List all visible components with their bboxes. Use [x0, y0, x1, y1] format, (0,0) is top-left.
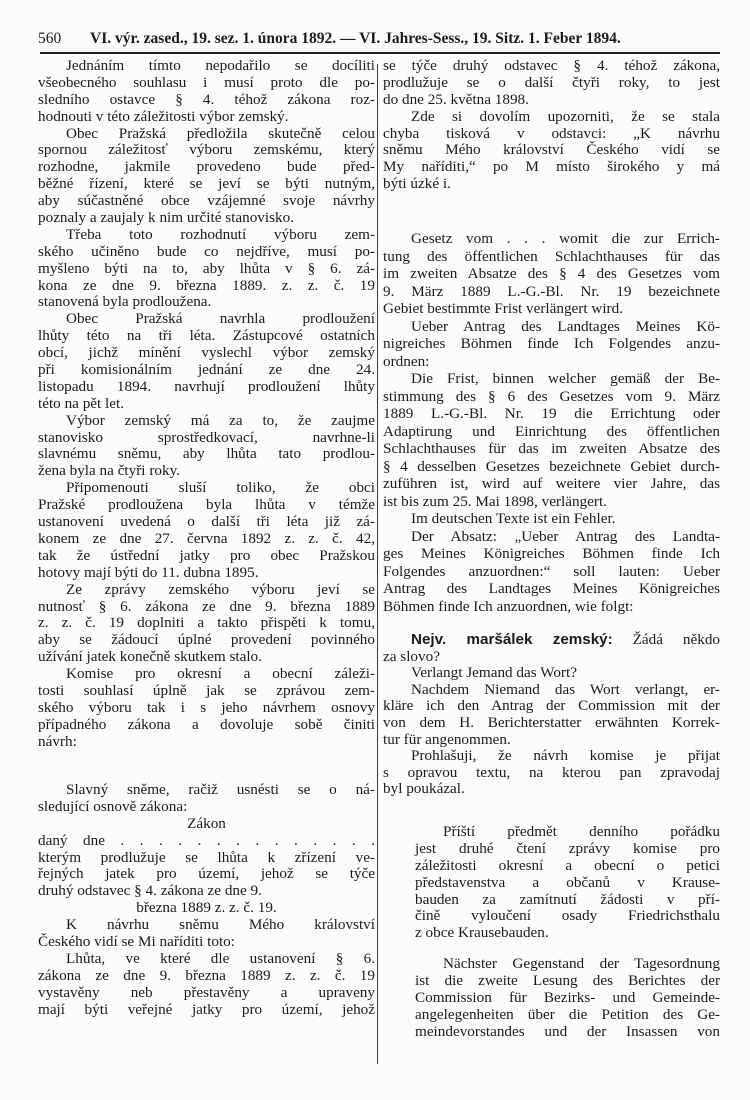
- text-line: prodlužuje se o další čtyři roky, to jest: [383, 73, 720, 91]
- text-line: von dem H. Berichterstatter erwähnten Korrek-: [383, 713, 720, 731]
- paragraph: [38, 666, 375, 750]
- text-line: Komise pro okresní a obecní záleži-: [66, 665, 375, 683]
- text-line: kona ze dne 9. března 1889. z. z. č. 19: [38, 276, 375, 294]
- page-number: 560: [38, 30, 62, 47]
- text-line: hodnouti v této záležitosti výbor zemský.: [38, 107, 289, 125]
- text-line: Antrag des Landtages Meines Königreiches: [383, 580, 720, 597]
- text-line: do dne 25. května 1898.: [383, 90, 529, 108]
- text-line: byl poukázal.: [383, 780, 465, 798]
- text-line: Českého vidí se Mi naříditi toto:: [38, 933, 235, 951]
- text-line: konem ze dne 27. června 1892 z. z. č. 42,: [38, 529, 375, 547]
- text-line: K návrhu sněmu Mého království: [66, 916, 375, 934]
- text-line: chyba tisková v odstavci: „K návrhu: [383, 124, 720, 142]
- text-line: hotovy mají býti do 11. dubna 1895.: [38, 563, 259, 581]
- text-line: Výbor zemský má za to, že zaujme: [66, 411, 375, 429]
- text-line: Prohlašuji, že návrh komise je přijat: [411, 747, 720, 765]
- paragraph: [38, 582, 375, 666]
- text-line: kläre ich den Antrag der Commission mit der: [383, 697, 720, 715]
- text-line: vystavěny neb přestavěny a upraveny: [38, 983, 375, 1001]
- text-line: zuführen ist, wird auf weitere vier Jahre, das: [383, 475, 720, 492]
- text-line: sledující osnově zákona:: [38, 797, 188, 815]
- text-line: Připomenouti sluší toliko, že obci: [66, 479, 375, 497]
- text-line: Commission für Bezirks- und Gemeinde-: [415, 988, 720, 1006]
- text-line: ordnen:: [383, 352, 430, 370]
- paragraph: [38, 951, 375, 1019]
- text-line: žena byla na čtyři roky.: [38, 462, 180, 480]
- text-line: Příští předmět denního pořádku: [443, 823, 720, 840]
- text-line: poznaly a zaujaly k nim určité stanovisko.: [38, 209, 295, 227]
- text-line: im zweiten Absatze des § 4 des Gesetzes vom: [383, 265, 720, 282]
- paragraph: [38, 816, 375, 833]
- text-line: Gesetz vom . . . womit die zur Errich-: [411, 230, 720, 247]
- text-line: § 4 desselben Gesetzes bezeichnete Gebiet durch-: [383, 457, 720, 475]
- right-column-german-text: [383, 230, 720, 615]
- text-line: řejných jatek pro území, jehož se týče: [38, 865, 375, 883]
- paragraph: [383, 682, 720, 748]
- text-line: tak že ústřední jatky pro obec Pražskou: [38, 546, 375, 564]
- text-line: čině vyloučení osady Friedrichsthalu: [415, 907, 720, 925]
- header-rule: [40, 52, 720, 54]
- text-line: býti úzké i.: [383, 175, 451, 193]
- text-line: Jednáním tímto nepodařilo se docíliti: [66, 57, 375, 74]
- text-line: kterým prodlužuje se lhůta k zřízení ve-: [38, 848, 375, 866]
- text-line: My naříditi,“ po M místo širokého y má: [383, 158, 720, 176]
- text-line: slavnému sněmu, aby lhůta tato prodlou-: [38, 445, 375, 463]
- paragraph: [383, 665, 720, 682]
- text-line: ist die zweite Lesung des Berichtes der: [415, 971, 720, 989]
- text-line: nutnosť § 6. zákona ze dne 9. března 1889: [38, 597, 375, 615]
- text-line: Slavný sněme, račiž usnésti se o ná-: [66, 781, 375, 798]
- text-line: Nächster Gegenstand der Tagesordnung: [443, 955, 720, 972]
- text-line: Obec Pražská předložila skutečně celou: [66, 124, 375, 142]
- text-line: ges Meines Königreiches Böhmen finde Ich: [383, 545, 720, 562]
- text-line: Folgendes anzuordnen:“ soll lauten: Ueber: [383, 562, 720, 580]
- speaker-line: [383, 632, 720, 649]
- text-line: Ueber Antrag des Landtages Meines Kö-: [411, 317, 720, 335]
- right-column-agenda-item-german: [415, 956, 720, 1040]
- text-line: stanovená byla prodloužena.: [38, 293, 212, 311]
- text-line: spornou záležitosť výboru zemskému, který: [38, 141, 375, 159]
- text-line: z obce Krausebauden.: [415, 924, 549, 942]
- running-header: [38, 30, 722, 50]
- left-column-report: [38, 58, 375, 751]
- text-line: Adaptirung und Einrichtung des öffentlichen: [383, 422, 720, 440]
- header-title: VI. výr. zased., 19. sez. 1. února 1892. — VI. Jahres-Sess., 19. Sitz. 1. Feber 1894.: [90, 30, 621, 47]
- text-line: ského výboru tak i s jeho návrhem osnovy: [38, 698, 375, 716]
- left-column-bill: [38, 782, 375, 1018]
- right-column-correction: [383, 58, 720, 193]
- text-line: z. z. č. 19 doplniti a takto přispěti k tomu,: [38, 614, 375, 632]
- speaker-name: Nejv. maršálek zemský:: [411, 631, 613, 648]
- text-line: druhý odstavec § 4. zákona ze dne 9.: [38, 882, 262, 900]
- paragraph: [383, 649, 720, 666]
- text-line: března 1889 z. z. č. 19.: [136, 899, 277, 917]
- text-line: myšleno býti na to, aby lhůta v § 6. zá-: [38, 259, 375, 277]
- text-line: jest druhé čtení zprávy komise pro: [415, 839, 720, 857]
- speaker-text: Žádá někdo: [632, 631, 721, 648]
- text-line: lhůty této na tři léta. Zástupcové ostatních: [38, 327, 375, 345]
- paragraph: [383, 318, 720, 371]
- text-line: případného zákona a dovoluje sobě činiti: [38, 715, 375, 733]
- text-line: obcí, jichž mínění vyslechl výbor zemský: [38, 344, 375, 362]
- text-line: tung des öffentlichen Schlachthauses für das: [383, 247, 720, 265]
- text-line: Schlachthauses für das im zweiten Absatze des: [383, 440, 720, 457]
- text-line: ského učiněno bude co nejdříve, musí po-: [38, 242, 375, 260]
- text-line: Zde si dovolím upozorniti, že se stala: [411, 107, 720, 125]
- text-line: Třeba toto rozhodnutí výboru zem-: [66, 225, 375, 243]
- text-line: sledního ostavce § 4. téhož zákona roz-: [38, 90, 375, 108]
- text-line: nigreiches Böhmen finde Ich Folgendes anzu-: [383, 335, 720, 352]
- paragraph: [38, 413, 375, 481]
- paragraph: [38, 58, 375, 126]
- paragraph: [38, 480, 375, 581]
- text-line: meindevorstandes und der Insassen von: [415, 1022, 720, 1040]
- text-line: ist bis zum 25. Mai 1898, verlängert.: [383, 492, 607, 510]
- text-line: návrh:: [38, 732, 77, 750]
- text-line: této na pět let.: [38, 394, 125, 412]
- paragraph: [38, 782, 375, 816]
- text-line: Im deutschen Texte ist ein Fehler.: [411, 510, 616, 527]
- text-line: Nachdem Niemand das Wort verlangt, er-: [411, 680, 720, 698]
- text-line: stimmung des § 6 des Gesetzes vom 9. März: [383, 387, 720, 405]
- text-line: všeobecného souhlasu i musí proto dle po-: [38, 73, 375, 91]
- text-line: Gebiet bestimmte Frist verlängert wird.: [383, 300, 623, 317]
- text-line: sněmu Mého království Českého vidí se: [383, 141, 720, 159]
- text-line: běžné řízení, které se jeví se býti nutným,: [38, 175, 375, 193]
- text-line: Pražské prodloužena byla lhůta v témže: [38, 496, 375, 514]
- column-divider: [377, 64, 378, 1064]
- paragraph: [38, 126, 375, 227]
- text-line: daný dne . . . . . . . . . . . . . .: [38, 831, 375, 849]
- paragraph: [383, 58, 720, 109]
- text-line: Ze zprávy zemského výboru jeví se: [66, 580, 375, 598]
- text-line: bauden za zamítnutí žádosti v pří-: [415, 890, 720, 908]
- paragraph: [383, 748, 720, 798]
- paragraph: [415, 824, 720, 942]
- text-line: Der Absatz: „Ueber Antrag des Landta-: [411, 527, 720, 545]
- paragraph: [38, 917, 375, 951]
- paragraph: [383, 370, 720, 510]
- paragraph: [38, 833, 375, 901]
- text-line: 9. März 1889 L.-G.-Bl. Nr. 19 bezeichnete: [383, 282, 720, 300]
- paragraph: [415, 956, 720, 1040]
- paragraph: [38, 311, 375, 412]
- text-line: tosti souhlasí úplně jak se zprávou zem-: [38, 681, 375, 699]
- text-line: Zákon: [187, 814, 226, 832]
- right-column-speech: [383, 632, 720, 798]
- paragraph: [38, 227, 375, 311]
- text-line: tur für angenommen.: [383, 730, 511, 748]
- text-line: užívání jatek konečně skutkem stalo.: [38, 648, 262, 666]
- text-line: Obec Pražská navrhla prodloužení: [66, 310, 375, 328]
- text-line: listopadu 1894. navrhují prodloužení lhůty: [38, 377, 375, 395]
- right-column-agenda-item: [415, 824, 720, 942]
- paragraph: [383, 109, 720, 193]
- text-line: rozhodne, jakmile provedeno bude před-: [38, 158, 375, 176]
- text-line: angelegenheiten über die Petition des Ge-: [415, 1005, 720, 1023]
- text-line: Die Frist, binnen welcher gemäß der Be-: [411, 370, 720, 387]
- paragraph: [383, 510, 720, 528]
- text-line: 1889 L.-G.-Bl. Nr. 19 die Errichtung oder: [383, 405, 720, 422]
- text-line: představenstva a občanů v Krause-: [415, 873, 720, 891]
- text-line: Lhůta, ve které dle ustanovení § 6.: [66, 949, 375, 967]
- text-line: Verlangt Jemand das Wort?: [411, 664, 577, 682]
- text-line: aby súčastněné obce vzájemné svoje návrhy: [38, 192, 375, 210]
- text-line: se týče druhý odstavec § 4. téhož zákona,: [383, 57, 720, 74]
- text-line: ustanovení uvedená o další tři léta již zá-: [38, 513, 375, 531]
- text-line: stanovisko sprostředkovací, navrhne-li: [38, 428, 375, 446]
- paragraph: [383, 230, 720, 318]
- text-line: Böhmen finde Ich anzuordnen, wie folgt:: [383, 597, 634, 615]
- text-line: za slovo?: [383, 647, 440, 665]
- text-line: záležitosti okresní a obecní o petici: [415, 856, 720, 874]
- text-line: zákona ze dne 9. března 1889 z. z. č. 19: [38, 966, 375, 984]
- text-line: mají býti veřejné jatky pro území, jehož: [38, 1000, 375, 1018]
- paragraph: [383, 528, 720, 616]
- text-line: s opravou textu, na kterou pan zpravodaj: [383, 763, 720, 781]
- text-line: aby se žádoucí úplné provedení povinného: [38, 631, 375, 649]
- paragraph: [38, 900, 375, 917]
- text-line: při komisionálním jednání ze dne 24.: [38, 361, 375, 379]
